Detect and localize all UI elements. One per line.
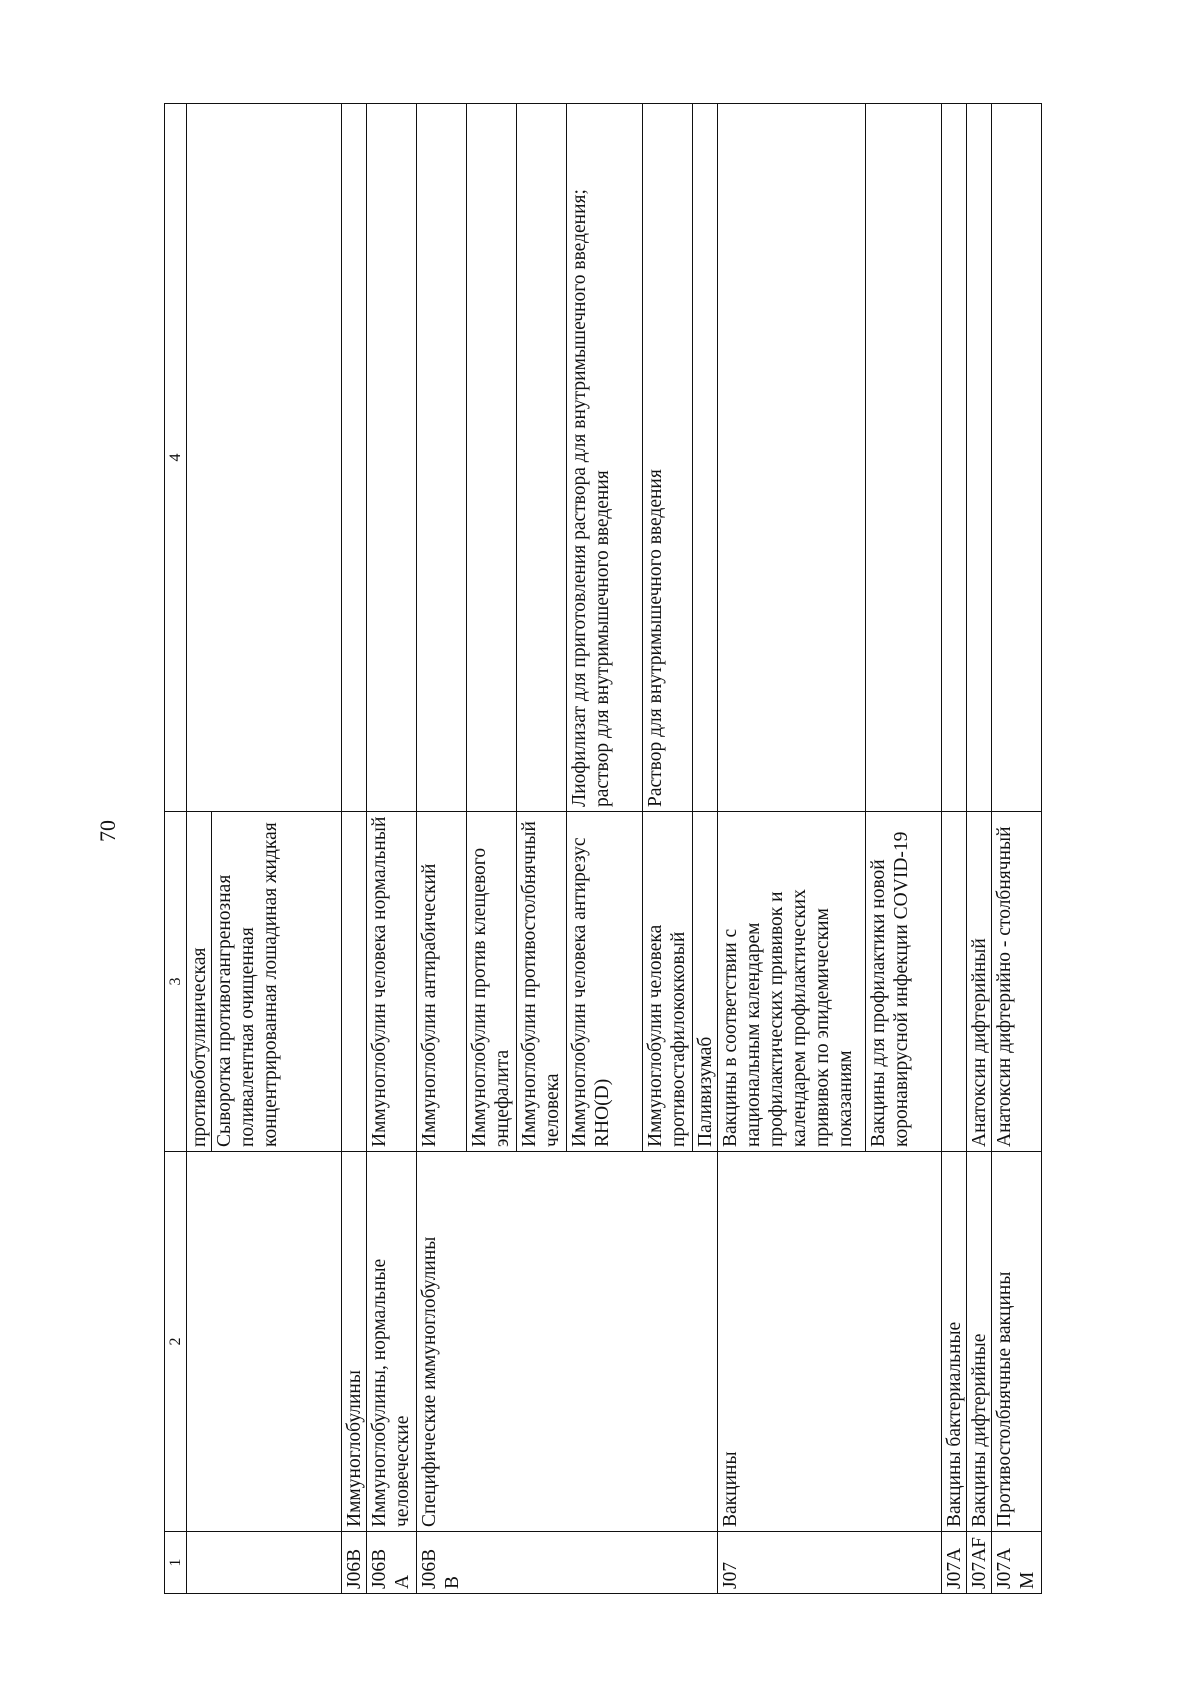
cell-form [467, 104, 517, 812]
table-row [967, 104, 992, 1594]
cell-group [187, 1152, 212, 1532]
cell-name: противоботулиническая [187, 812, 212, 1152]
table-row [367, 104, 417, 1594]
cell-code [693, 1532, 718, 1594]
cell-form [517, 104, 567, 812]
cell-group [693, 1152, 718, 1532]
cell-group: Противостолбнячные вакцины [992, 1152, 1042, 1532]
cell-name: Иммуноглобулин человека противостафилококковый [643, 812, 693, 1152]
cell-form [693, 104, 718, 812]
cell-name: Вакцины в соответствии с национальным календарем профилактических прививок и календарем профилактических прививок по эпидемическим показаниям [718, 812, 866, 1152]
cell-form [942, 104, 967, 812]
page-number: 70 [95, 820, 120, 842]
table-row [342, 104, 367, 1594]
cell-code: J06B [342, 1532, 367, 1594]
table-row [942, 104, 967, 1594]
header-col-2: 2 [165, 1152, 187, 1532]
cell-name: Анатоксин дифтерийный [967, 812, 992, 1152]
cell-name: Анатоксин дифтерийно - столбнячный [992, 812, 1042, 1152]
cell-code [517, 1532, 567, 1594]
table-header-row [165, 104, 187, 1594]
table-row [187, 104, 212, 1594]
cell-group [866, 1152, 942, 1532]
cell-group: Специфические иммуноглобулины [417, 1152, 467, 1532]
cell-form [212, 104, 342, 812]
table-row [417, 104, 467, 1594]
cell-code [187, 1532, 212, 1594]
form-line: Лиофилизат для приготовления раствора для внутримышечного введения; [569, 189, 590, 807]
cell-code: J07AF [967, 1532, 992, 1594]
table-row [992, 104, 1042, 1594]
header-col-1: 1 [165, 1532, 187, 1594]
cell-group: Иммуноглобулины [342, 1152, 367, 1532]
cell-form [866, 104, 942, 812]
cell-code: J07 [718, 1532, 866, 1594]
cell-name: Сыворотка противогангренозная поливалентная очищенная концентрированная лошадиная жидкая [212, 812, 342, 1152]
table-row [212, 104, 342, 1594]
cell-name: Иммуноглобулин человека нормальный [367, 812, 417, 1152]
table-row [693, 104, 718, 1594]
form-line: раствор для внутримышечного введения [592, 470, 613, 807]
drug-table-container [164, 104, 1036, 1594]
header-col-3: 3 [165, 812, 187, 1152]
cell-code [643, 1532, 693, 1594]
table-row [467, 104, 517, 1594]
cell-form [187, 104, 212, 812]
cell-name [342, 812, 367, 1152]
cell-form [367, 104, 417, 812]
cell-name: Вакцины для профилактики новой коронавирусной инфекции COVID-19 [866, 812, 942, 1152]
cell-code [467, 1532, 517, 1594]
cell-form [417, 104, 467, 812]
cell-form [992, 104, 1042, 812]
drug-table [164, 103, 1042, 1594]
table-row [643, 104, 693, 1594]
table-row [866, 104, 942, 1594]
cell-name: Иммуноглобулин против клещевого энцефалита [467, 812, 517, 1152]
table-row [517, 104, 567, 1594]
cell-name: Иммуноглобулин человека антирезус RHO(D) [567, 812, 643, 1152]
cell-group: Иммуноглобулины, нормальные человеческие [367, 1152, 417, 1532]
cell-group: Вакцины дифтерийные [967, 1152, 992, 1532]
cell-name: Паливизумаб [693, 812, 718, 1152]
table-row [718, 104, 866, 1594]
cell-name [942, 812, 967, 1152]
cell-form [967, 104, 992, 812]
cell-code [567, 1532, 643, 1594]
cell-group [467, 1152, 517, 1532]
cell-code: J06BA [367, 1532, 417, 1594]
cell-group [212, 1152, 342, 1532]
cell-form [567, 104, 643, 812]
cell-form [718, 104, 866, 812]
cell-name: Иммуноглобулин антирабический [417, 812, 467, 1152]
cell-code [866, 1532, 942, 1594]
cell-group [567, 1152, 643, 1532]
cell-group: Вакцины бактериальные [942, 1152, 967, 1532]
cell-code: J07A [942, 1532, 967, 1594]
cell-group [643, 1152, 693, 1532]
cell-form [342, 104, 367, 812]
table-row [567, 104, 643, 1594]
cell-group: Вакцины [718, 1152, 866, 1532]
cell-code: J06BB [417, 1532, 467, 1594]
cell-form [643, 104, 693, 812]
form-line: Раствор для внутримышечного введения [645, 469, 666, 807]
cell-group [517, 1152, 567, 1532]
cell-code: J07AM [992, 1532, 1042, 1594]
cell-code [212, 1532, 342, 1594]
header-col-4: 4 [165, 104, 187, 812]
cell-name: Иммуноглобулин противостолбнячный человека [517, 812, 567, 1152]
